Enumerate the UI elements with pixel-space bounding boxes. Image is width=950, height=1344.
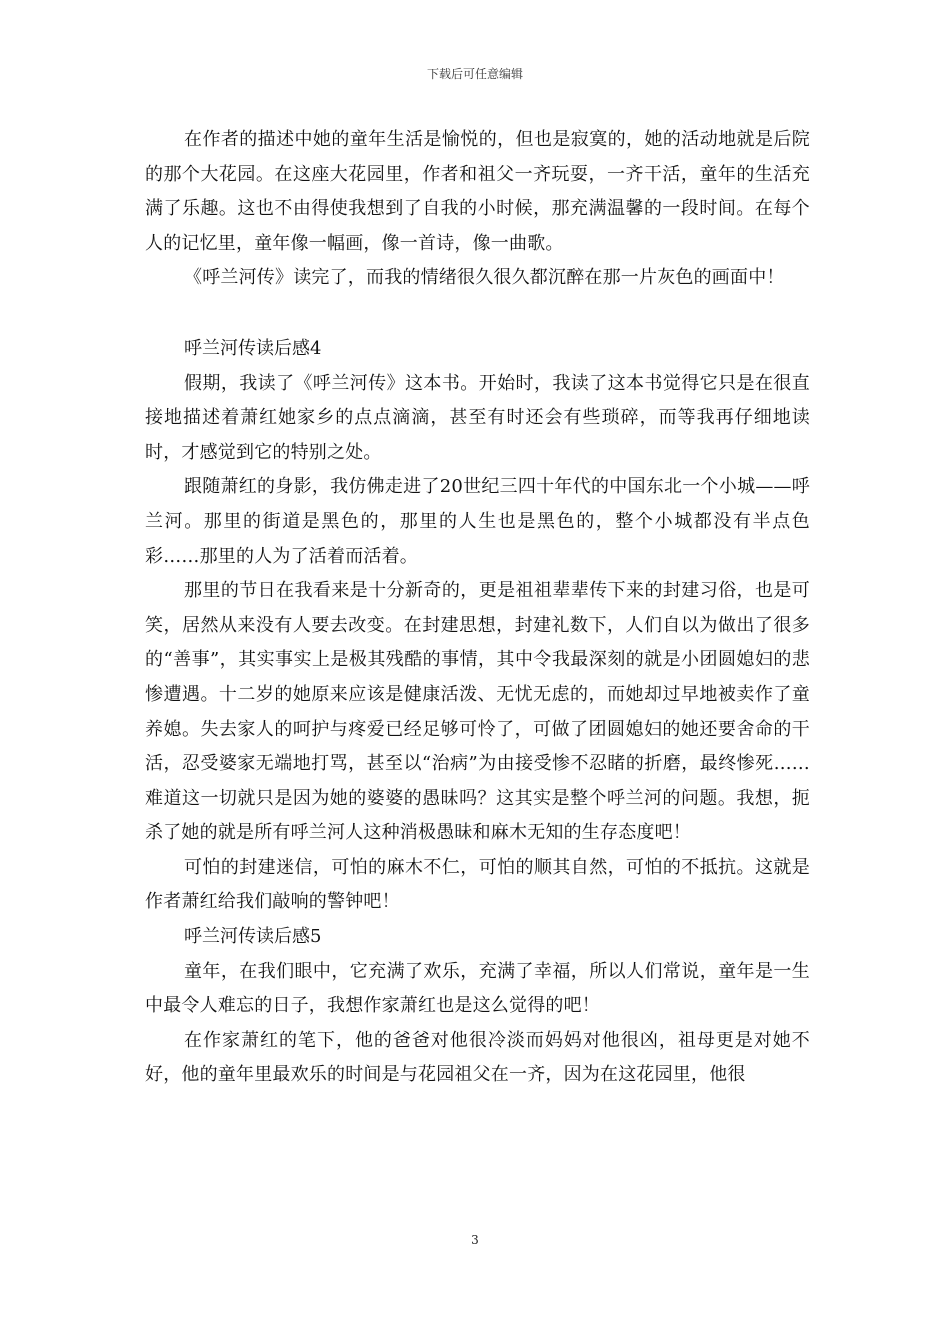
paragraph: 《呼兰河传》读完了，而我的情绪很久很久都沉醉在那一片灰色的画面中！ xyxy=(184,267,785,289)
paragraph: 在作家萧红的笔下，他的爸爸对他很冷淡而妈妈对他很凶，祖母更是对她不好，他的童年里最欢乐的时间是与花园祖父在一齐，因为在这花园里，他很 xyxy=(145,1029,810,1086)
document-body xyxy=(145,123,810,1093)
paragraph: 可怕的封建迷信，可怕的麻木不仁，可怕的顺其自然，可怕的不抵抗。这就是作者萧红给我们敲响的警钟吧！ xyxy=(145,856,810,913)
paragraph: 假期，我读了《呼兰河传》这本书。开始时，我读了这本书觉得它只是在很直接地描述着萧红她家乡的点点滴滴，甚至有时还会有些琐碎，而等我再仔细地读时，才感觉到它的特别之处。 xyxy=(145,372,810,463)
paragraph: 童年，在我们眼中，它充满了欢乐，充满了幸福，所以人们常说，童年是一生中最令人难忘的日子，我想作家萧红也是这么觉得的吧！ xyxy=(145,960,810,1017)
section-heading: 呼兰河传读后感5 xyxy=(184,926,322,948)
page-number: 3 xyxy=(471,1233,479,1247)
paragraph-gap xyxy=(145,296,810,332)
page-header: 下载后可任意编辑 xyxy=(426,67,523,81)
section-heading: 呼兰河传读后感4 xyxy=(184,337,322,359)
paragraph: 跟随萧红的身影，我仿佛走进了20世纪三四十年代的中国东北一个小城——呼兰河。那里的街道是黑色的，那里的人生也是黑色的，整个小城都没有半点色彩……那里的人为了活着而活着。 xyxy=(145,476,810,567)
paragraph: 那里的节日在我看来是十分新奇的，更是祖祖辈辈传下来的封建习俗，也是可笑，居然从来没有人要去改变。在封建思想，封建礼数下，人们自以为做出了很多的“善事”，其实事实上是极其残酷的事情，其中令我最深刻的就是小团圆媳妇的悲惨遭遇。十二岁的她原来应该是健康活泼、无忧无虑的，而她却过早地被卖作了童养媳。失去家人的呵护与疼爱已经足够可怜了，可做了团圆媳妇的她还要舍命的干活，忍受婆家无端地打骂，甚至以“治病”为由接受惨不忍睹的折磨，最终惨死……难道这一切就只是因为她的婆婆的愚昧吗？这其实是整个呼兰河的问题。我想，扼杀了她的就是所有呼兰河人这种消极愚昧和麻木无知的生存态度吧！ xyxy=(145,580,810,844)
paragraph: 在作者的描述中她的童年生活是愉悦的，但也是寂寞的，她的活动地就是后院的那个大花园。在这座大花园里，作者和祖父一齐玩耍，一齐干活，童年的生活充满了乐趣。这也不由得使我想到了自我的小时候，那充满温馨的一段时间。在每个人的记忆里，童年像一幅画，像一首诗，像一曲歌。 xyxy=(145,129,810,254)
